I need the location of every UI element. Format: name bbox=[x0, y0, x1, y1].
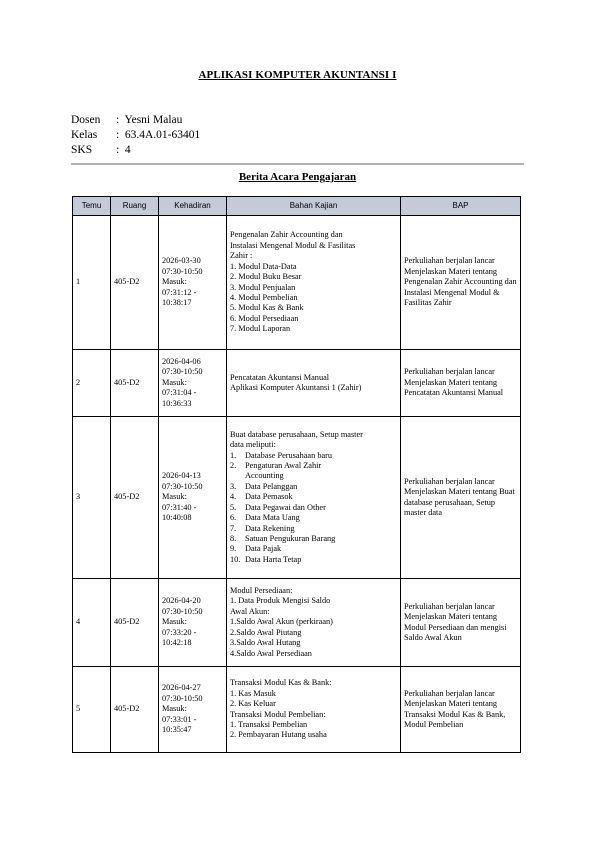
info-separator: : bbox=[116, 144, 120, 156]
bap-line: database perusahaan, Setup bbox=[404, 497, 495, 507]
kajian-line bbox=[230, 293, 397, 303]
kajian-text: Pengenalan Zahir Accounting dan bbox=[230, 230, 343, 240]
kajian-text: 3.Saldo Awal Hutang bbox=[230, 638, 301, 648]
kajian-line bbox=[230, 440, 397, 450]
kajian-line bbox=[230, 730, 397, 740]
kajian-line bbox=[230, 492, 397, 502]
bap-line: Perkuliahan berjalan lancar bbox=[404, 367, 495, 377]
kajian-line bbox=[230, 699, 397, 709]
table-body bbox=[73, 216, 521, 753]
info-separator: : bbox=[116, 114, 120, 126]
kajian-line bbox=[230, 524, 397, 534]
kajian-text: Data Pelanggan bbox=[245, 481, 298, 491]
kajian-text: Aplikasi Komputer Akuntansi 1 (Zahir) bbox=[230, 383, 362, 392]
cell-kehadiran bbox=[159, 667, 227, 753]
kajian-text: Data Pegawai dan Other bbox=[245, 502, 326, 512]
kajian-text: Awal Akun: bbox=[230, 606, 270, 616]
kehadiran-line: 10:38:17 bbox=[162, 298, 192, 308]
bap-line: Pencatatan Akuntansi Manual bbox=[404, 388, 504, 398]
kehadiran-line: 2026-04-20 bbox=[162, 596, 201, 606]
info-value: 4 bbox=[124, 144, 131, 156]
section-title: Berita Acara Pengajaran bbox=[238, 171, 357, 183]
kajian-number: 1. bbox=[230, 450, 237, 460]
kajian-number: 7. bbox=[230, 523, 237, 533]
kajian-line bbox=[230, 678, 397, 688]
kajian-line bbox=[230, 283, 397, 293]
table-row bbox=[73, 579, 521, 667]
table-header-row bbox=[73, 197, 521, 216]
kajian-text: Data Pemasok bbox=[245, 492, 293, 502]
kehadiran-line: 10:35:47 bbox=[162, 725, 192, 735]
kehadiran-line: 07:33:01 - bbox=[162, 714, 197, 724]
kajian-line bbox=[230, 303, 397, 313]
kajian-number: 8. bbox=[230, 533, 237, 543]
kehadiran-line: Masuk: bbox=[162, 617, 187, 627]
kajian-line bbox=[230, 272, 397, 282]
kajian-line bbox=[230, 430, 397, 440]
kajian-text: Satuan Pengukuran Barang bbox=[245, 533, 336, 543]
kajian-line bbox=[230, 503, 397, 513]
kehadiran-line: 07:33:20 - bbox=[162, 627, 197, 637]
kajian-line bbox=[230, 586, 397, 596]
info-value: 63.4A.01-63401 bbox=[124, 129, 201, 141]
kajian-text: Transaksi Modul Kas & Bank: bbox=[230, 678, 332, 688]
kehadiran-line: 2026-04-13 bbox=[162, 471, 201, 481]
cell-kehadiran bbox=[159, 579, 227, 667]
cell-bap bbox=[401, 350, 521, 417]
bap-line: Menjelaskan Materi tentang bbox=[404, 377, 498, 387]
table-row bbox=[73, 417, 521, 579]
kajian-line bbox=[230, 513, 397, 523]
kehadiran-line: 07:31:40 - bbox=[162, 502, 197, 512]
bap-line: Saldo Awal Akun bbox=[404, 632, 462, 642]
kehadiran-line: 07:30-10:50 bbox=[162, 606, 203, 616]
bap-table bbox=[72, 196, 521, 753]
info-label: SKS bbox=[71, 144, 93, 156]
kajian-line bbox=[230, 710, 397, 720]
kajian-line bbox=[230, 461, 397, 471]
bap-line: Perkuliahan berjalan lancar bbox=[404, 688, 495, 698]
kehadiran-line: 10:36:33 bbox=[162, 398, 192, 408]
cell-temu: 1 bbox=[73, 216, 111, 350]
kajian-line bbox=[230, 596, 397, 606]
kajian-line bbox=[230, 617, 397, 627]
course-info bbox=[71, 113, 200, 158]
table-row bbox=[73, 667, 521, 753]
cell-bap bbox=[401, 579, 521, 667]
kajian-text: 4.Saldo Awal Persediaan bbox=[230, 648, 312, 658]
kajian-text: Database Perusahaan baru bbox=[245, 450, 333, 460]
kajian-text: 5. Modul Kas & Bank bbox=[230, 303, 304, 313]
kajian-text: Zahir : bbox=[230, 251, 253, 261]
bap-line: Perkuliahan berjalan lancar bbox=[404, 601, 495, 611]
cell-bahan-kajian bbox=[227, 216, 401, 350]
kajian-text: 4. Modul Pembelian bbox=[230, 292, 298, 302]
kajian-line bbox=[230, 638, 397, 648]
kajian-text: Accounting bbox=[245, 471, 284, 481]
kehadiran-line: 2026-04-06 bbox=[162, 356, 201, 366]
cell-kehadiran bbox=[159, 350, 227, 417]
kajian-number: 6. bbox=[230, 513, 237, 523]
kajian-text: 1.Saldo Awal Akun (perkiraan) bbox=[230, 617, 333, 627]
kehadiran-line: 07:30-10:50 bbox=[162, 693, 203, 703]
bap-line: Perkuliahan berjalan lancar bbox=[404, 476, 495, 486]
kajian-text: Data Harta Tetap bbox=[245, 554, 302, 564]
kajian-text: 7. Modul Laporan bbox=[230, 324, 291, 334]
kajian-text: 2. Pembayaran Hutang usaha bbox=[230, 730, 327, 740]
cell-bap bbox=[401, 216, 521, 350]
cell-bahan-kajian bbox=[227, 350, 401, 417]
cell-temu: 2 bbox=[73, 350, 111, 417]
cell-ruang: 405-D2 bbox=[111, 667, 159, 753]
kajian-text: 2.Saldo Awal Piutang bbox=[230, 627, 302, 637]
kehadiran-line: 07:30-10:50 bbox=[162, 481, 203, 491]
kajian-number: 4. bbox=[230, 492, 237, 502]
info-row-sks bbox=[71, 143, 200, 158]
header-kehadiran: Kehadiran bbox=[159, 197, 227, 216]
kajian-line bbox=[230, 262, 397, 272]
kajian-line bbox=[230, 383, 397, 393]
cell-ruang: 405-D2 bbox=[111, 417, 159, 579]
kajian-text: 2. Kas Keluar bbox=[230, 699, 276, 709]
kajian-number: 3. bbox=[230, 481, 237, 491]
header-bahan-kajian: Bahan Kajian bbox=[227, 197, 401, 216]
bap-line: Menjelaskan Materi tentang bbox=[404, 699, 498, 709]
table-row bbox=[73, 216, 521, 350]
kajian-line bbox=[230, 471, 397, 481]
kajian-line bbox=[230, 607, 397, 617]
kajian-text: Data Mata Uang bbox=[245, 513, 300, 523]
cell-kehadiran bbox=[159, 417, 227, 579]
info-row-kelas bbox=[71, 128, 200, 143]
cell-ruang: 405-D2 bbox=[111, 216, 159, 350]
kehadiran-line: 07:30-10:50 bbox=[162, 266, 203, 276]
cell-ruang: 405-D2 bbox=[111, 350, 159, 417]
kajian-line bbox=[230, 628, 397, 638]
bap-line: Menjelaskan Materi tentang bbox=[404, 612, 498, 622]
kajian-line bbox=[230, 482, 397, 492]
bap-line: Pengenalan Zahir Accounting dan bbox=[404, 277, 517, 287]
kajian-line bbox=[230, 314, 397, 324]
kajian-text: data meliputi: bbox=[230, 440, 276, 450]
kajian-line bbox=[230, 230, 397, 240]
kajian-line bbox=[230, 649, 397, 659]
cell-kehadiran bbox=[159, 216, 227, 350]
bap-line: master data bbox=[404, 507, 443, 517]
kajian-text: 2. Modul Buku Besar bbox=[230, 272, 302, 282]
kajian-line bbox=[230, 720, 397, 730]
kajian-text: 6. Modul Persediaan bbox=[230, 313, 299, 323]
cell-bahan-kajian bbox=[227, 417, 401, 579]
kehadiran-line: 10:40:08 bbox=[162, 513, 192, 523]
kajian-text: Buat database perusahaan, Setup master bbox=[230, 429, 363, 439]
kajian-text: Instalasi Mengenal Modul & Fasilitas bbox=[230, 240, 356, 250]
kehadiran-line: 10:42:18 bbox=[162, 638, 192, 648]
kajian-line bbox=[230, 689, 397, 699]
kehadiran-line: Masuk: bbox=[162, 704, 187, 714]
info-row-dosen bbox=[71, 113, 200, 128]
kehadiran-line: 2026-04-27 bbox=[162, 683, 201, 693]
info-label: Dosen bbox=[71, 114, 101, 126]
kajian-number: 2. bbox=[230, 461, 237, 471]
horizontal-divider bbox=[71, 163, 524, 165]
kajian-text: Pengaturan Awal Zahir bbox=[245, 461, 322, 471]
kehadiran-line: 07:31:12 - bbox=[162, 287, 197, 297]
kehadiran-line: 07:31:04 - bbox=[162, 388, 197, 398]
kajian-line bbox=[230, 324, 397, 334]
kajian-text: 3. Modul Penjualan bbox=[230, 282, 296, 292]
kajian-number: 9. bbox=[230, 544, 237, 554]
kajian-line bbox=[230, 544, 397, 554]
cell-ruang: 405-D2 bbox=[111, 579, 159, 667]
bap-line: Menjelaskan Materi tentang bbox=[404, 266, 498, 276]
kehadiran-line: Masuk: bbox=[162, 377, 187, 387]
bap-line: Modul Pembelian bbox=[404, 719, 464, 729]
kehadiran-line: Masuk: bbox=[162, 492, 187, 502]
kajian-number: 10. bbox=[230, 554, 241, 564]
bap-line: Transaksi Modul Kas & Bank, bbox=[404, 709, 506, 719]
kajian-line bbox=[230, 555, 397, 565]
kajian-line bbox=[230, 534, 397, 544]
header-bap: BAP bbox=[401, 197, 521, 216]
kajian-line bbox=[230, 451, 397, 461]
cell-bap bbox=[401, 667, 521, 753]
kajian-text: Pencatatan Akuntansi Manual bbox=[230, 372, 330, 382]
header-ruang: Ruang bbox=[111, 197, 159, 216]
kajian-text: 1. Data Produk Mengisi Saldo bbox=[230, 596, 331, 606]
kajian-number: 5. bbox=[230, 502, 237, 512]
document-title: APLIKASI KOMPUTER AKUNTANSI I bbox=[198, 69, 397, 81]
info-label: Kelas bbox=[71, 129, 98, 141]
kajian-line bbox=[230, 251, 397, 261]
kajian-text: Data Pajak bbox=[245, 544, 282, 554]
cell-bahan-kajian bbox=[227, 579, 401, 667]
kajian-text: Modul Persediaan: bbox=[230, 586, 293, 596]
table-row bbox=[73, 350, 521, 417]
cell-bahan-kajian bbox=[227, 667, 401, 753]
cell-bap bbox=[401, 417, 521, 579]
kehadiran-line: Masuk: bbox=[162, 277, 187, 287]
info-separator: : bbox=[116, 129, 120, 141]
kajian-text: 1. Transaksi Pembelian bbox=[230, 719, 308, 729]
kajian-text: 1. Kas Masuk bbox=[230, 688, 276, 698]
kajian-line bbox=[230, 241, 397, 251]
cell-temu: 4 bbox=[73, 579, 111, 667]
kajian-text: Transaksi Modul Pembelian: bbox=[230, 709, 326, 719]
kehadiran-line: 07:30-10:50 bbox=[162, 367, 203, 377]
info-value: Yesni Malau bbox=[124, 114, 183, 126]
kajian-line bbox=[230, 373, 397, 383]
cell-temu: 5 bbox=[73, 667, 111, 753]
bap-line: Modul Persediaan dan mengisi bbox=[404, 622, 507, 632]
bap-line: Perkuliahan berjalan lancar bbox=[404, 256, 495, 266]
kehadiran-line: 2026-03-30 bbox=[162, 256, 201, 266]
cell-temu: 3 bbox=[73, 417, 111, 579]
kajian-text: Data Rekening bbox=[245, 523, 295, 533]
kajian-text: 1. Modul Data-Data bbox=[230, 261, 297, 271]
header-temu: Temu bbox=[73, 197, 111, 216]
bap-line: Instalasi Mengenal Modul & bbox=[404, 287, 500, 297]
bap-line: Fasilitas Zahir bbox=[404, 298, 452, 308]
bap-line: Menjelaskan Materi tentang Buat bbox=[404, 487, 515, 497]
